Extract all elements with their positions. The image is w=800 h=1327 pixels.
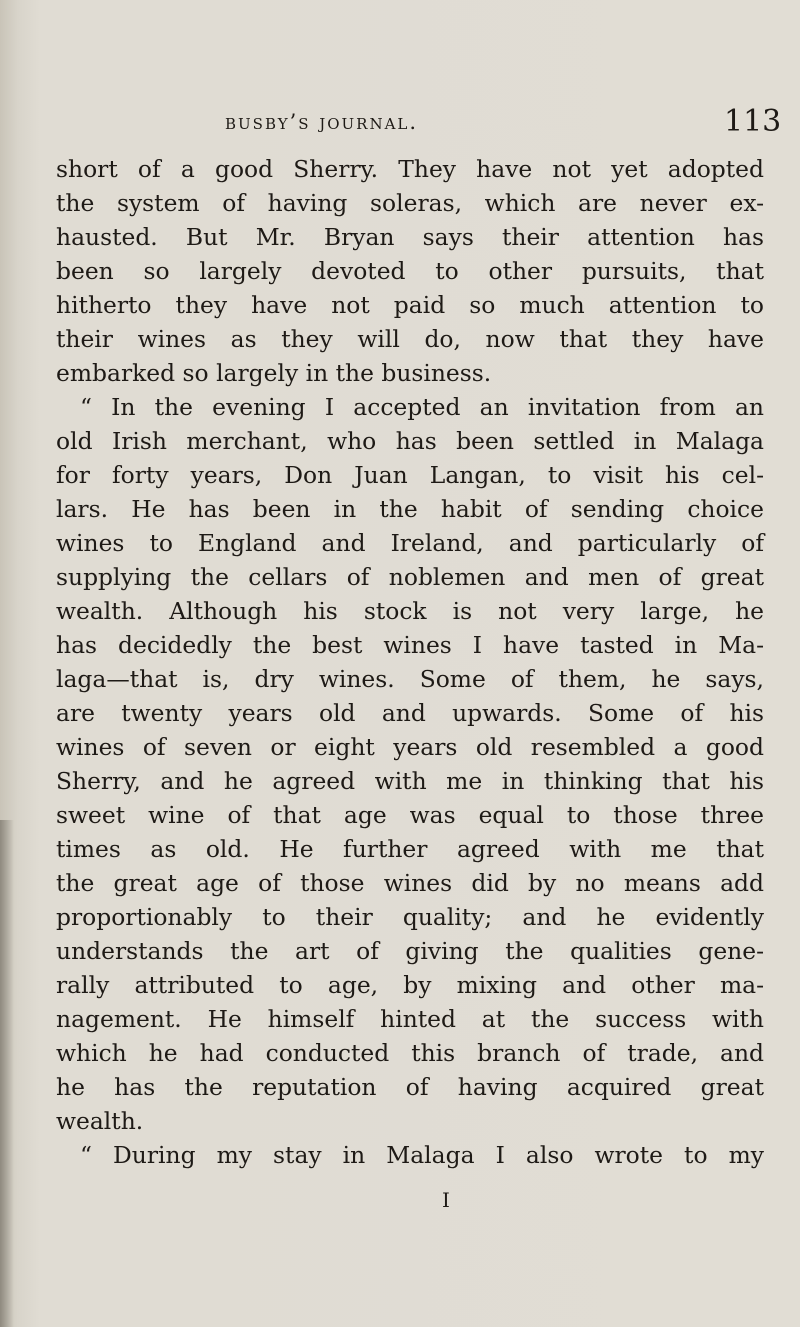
- text-line: lars. He has been in the habit of sending choice: [56, 495, 764, 523]
- text-line: hausted. But Mr. Bryan says their attention has: [56, 223, 764, 251]
- text-line: the great age of those wines did by no means add: [56, 869, 764, 897]
- text-line: sweet wine of that age was equal to those three: [56, 801, 764, 829]
- text-line: old Irish merchant, who has been settled in Malaga: [56, 427, 764, 455]
- body-text: [56, 152, 764, 1172]
- text-line: times as old. He further agreed with me that: [56, 835, 764, 863]
- text-line: nagement. He himself hinted at the success with: [56, 1005, 764, 1033]
- text-line: wealth. Although his stock is not very large, he: [56, 597, 764, 625]
- text-line: short of a good Sherry. They have not yet adopted: [56, 155, 764, 183]
- text-line: hitherto they have not paid so much attention to: [56, 291, 764, 319]
- text-line: Sherry, and he agreed with me in thinking that his: [56, 767, 764, 795]
- text-line: which he had conducted this branch of trade, and: [56, 1039, 764, 1067]
- text-line: laga—that is, dry wines. Some of them, he says,: [56, 665, 764, 693]
- text-line: embarked so largely in the business.: [56, 359, 492, 387]
- text-line: he has the reputation of having acquired great: [56, 1073, 764, 1101]
- text-line: their wines as they will do, now that they have: [56, 325, 764, 353]
- text-line: been so largely devoted to other pursuits, that: [56, 257, 764, 285]
- text-line: understands the art of giving the qualities gene-: [56, 937, 764, 965]
- text-line: wines of seven or eight years old resembled a good: [56, 733, 764, 761]
- running-head: busby’s journal.: [225, 110, 419, 134]
- page-number: 113: [724, 104, 782, 139]
- page-header: [0, 104, 800, 144]
- text-line: supplying the cellars of noblemen and men of great: [56, 563, 764, 591]
- text-line: proportionably to their quality; and he evidently: [56, 903, 764, 931]
- text-line: rally attributed to age, by mixing and other ma-: [56, 971, 764, 999]
- page-edge-shadow: [0, 820, 14, 1327]
- text-line: “ In the evening I accepted an invitation from an: [80, 393, 764, 421]
- text-line: “ During my stay in Malaga I also wrote to my: [80, 1141, 764, 1169]
- text-line: has decidedly the best wines I have tasted in Ma-: [56, 631, 764, 659]
- text-line: for forty years, Don Juan Langan, to visit his cel-: [56, 461, 764, 489]
- text-line: are twenty years old and upwards. Some of his: [56, 699, 764, 727]
- text-line: wealth.: [56, 1107, 144, 1135]
- signature-mark: [0, 1188, 800, 1212]
- text-line: the system of having soleras, which are never ex-: [56, 189, 764, 217]
- signature-mark-text: I: [442, 1188, 450, 1212]
- text-line: wines to England and Ireland, and particularly of: [56, 529, 764, 557]
